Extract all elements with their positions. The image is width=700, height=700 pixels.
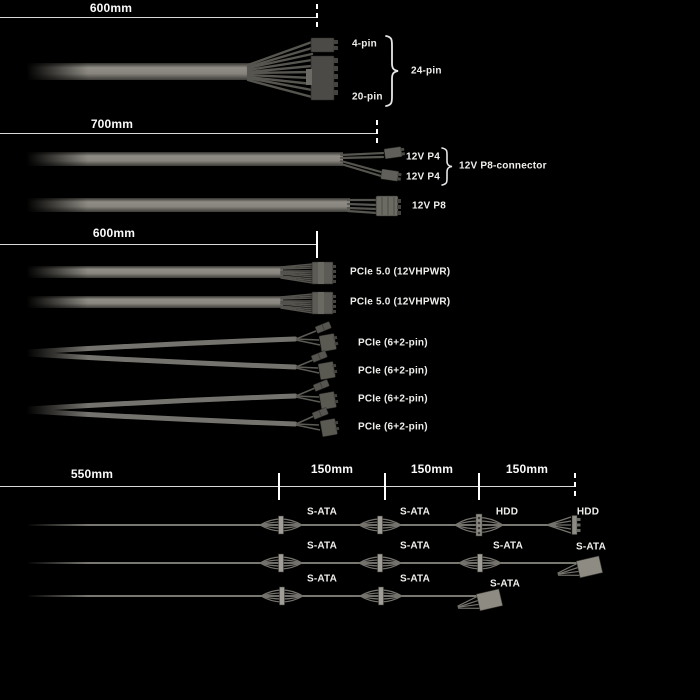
pcie62-connector-4	[296, 407, 340, 436]
pcie-length-label: 600mm	[92, 226, 136, 240]
measure-cpu	[0, 120, 377, 147]
measure-atx	[0, 4, 317, 31]
cpu-p4p4-cable	[25, 146, 452, 185]
cpu-p8-brace	[442, 148, 452, 185]
atx-4pin-connector	[311, 38, 338, 52]
row2-conn1-label: S-ATA	[306, 540, 338, 552]
pcie5-connector-2	[312, 292, 336, 314]
atx-fan-wires	[248, 42, 312, 97]
cpu-p8group-label: 12V P8-connector	[459, 160, 547, 172]
pcie-62pin3-label: PCIe (6+2-pin)	[358, 393, 428, 405]
row1-conn3-label: HDD	[495, 506, 519, 518]
cpu-p4-connector-bottom	[381, 169, 402, 182]
cpu-p4-connector-top	[384, 146, 405, 159]
row3-conn2-label: S-ATA	[399, 573, 431, 585]
pcie-hpwr1-label: PCIe 5.0 (12VHPWR)	[350, 266, 451, 278]
cpu-length-label: 700mm	[90, 117, 134, 131]
atx-4pin-label: 4-pin	[352, 38, 377, 50]
cpu-p4b-label: 12V P4	[406, 171, 441, 183]
atx-24pin-brace	[386, 36, 398, 106]
pcie-hpwr2-label: PCIe 5.0 (12VHPWR)	[350, 296, 451, 308]
atx-20pin-connector	[306, 56, 338, 100]
peripheral-seg1-label: 150mm	[310, 462, 354, 476]
pcie62-connector-1	[296, 321, 339, 351]
row1-conn4-label: HDD	[576, 506, 600, 518]
atx-length-label: 600mm	[89, 1, 133, 15]
cpu-p8-connector	[376, 196, 401, 216]
cpu-p4a-label: 12V P4	[406, 151, 441, 163]
peripheral-seg3-label: 150mm	[505, 462, 549, 476]
pcie5-connector-1	[312, 262, 336, 284]
cpu-p8-label: 12V P8	[412, 200, 447, 212]
row2-conn2-label: S-ATA	[399, 540, 431, 552]
peripheral-main-length-label: 550mm	[70, 467, 114, 481]
atx-20pin-label: 20-pin	[352, 91, 383, 103]
pcie62-connector-3	[296, 379, 339, 409]
atx-24pin-label: 24-pin	[411, 65, 442, 77]
pcie-62pin4-label: PCIe (6+2-pin)	[358, 421, 428, 433]
row1-conn1-label: S-ATA	[306, 506, 338, 518]
pcie-62pin1-label: PCIe (6+2-pin)	[358, 337, 428, 349]
row3-conn1-label: S-ATA	[306, 573, 338, 585]
sata-cable-row3	[28, 587, 503, 615]
peripheral-seg2-label: 150mm	[410, 462, 454, 476]
row2-conn4-label: S-ATA	[575, 541, 607, 553]
row2-conn3-label: S-ATA	[492, 540, 524, 552]
pcie62-connector-2	[296, 350, 338, 379]
left-fades	[0, 55, 88, 610]
row1-conn2-label: S-ATA	[399, 506, 431, 518]
pcie-62pin2-label: PCIe (6+2-pin)	[358, 365, 428, 377]
row3-conn3-label: S-ATA	[489, 578, 521, 590]
measure-pcie	[0, 231, 317, 258]
